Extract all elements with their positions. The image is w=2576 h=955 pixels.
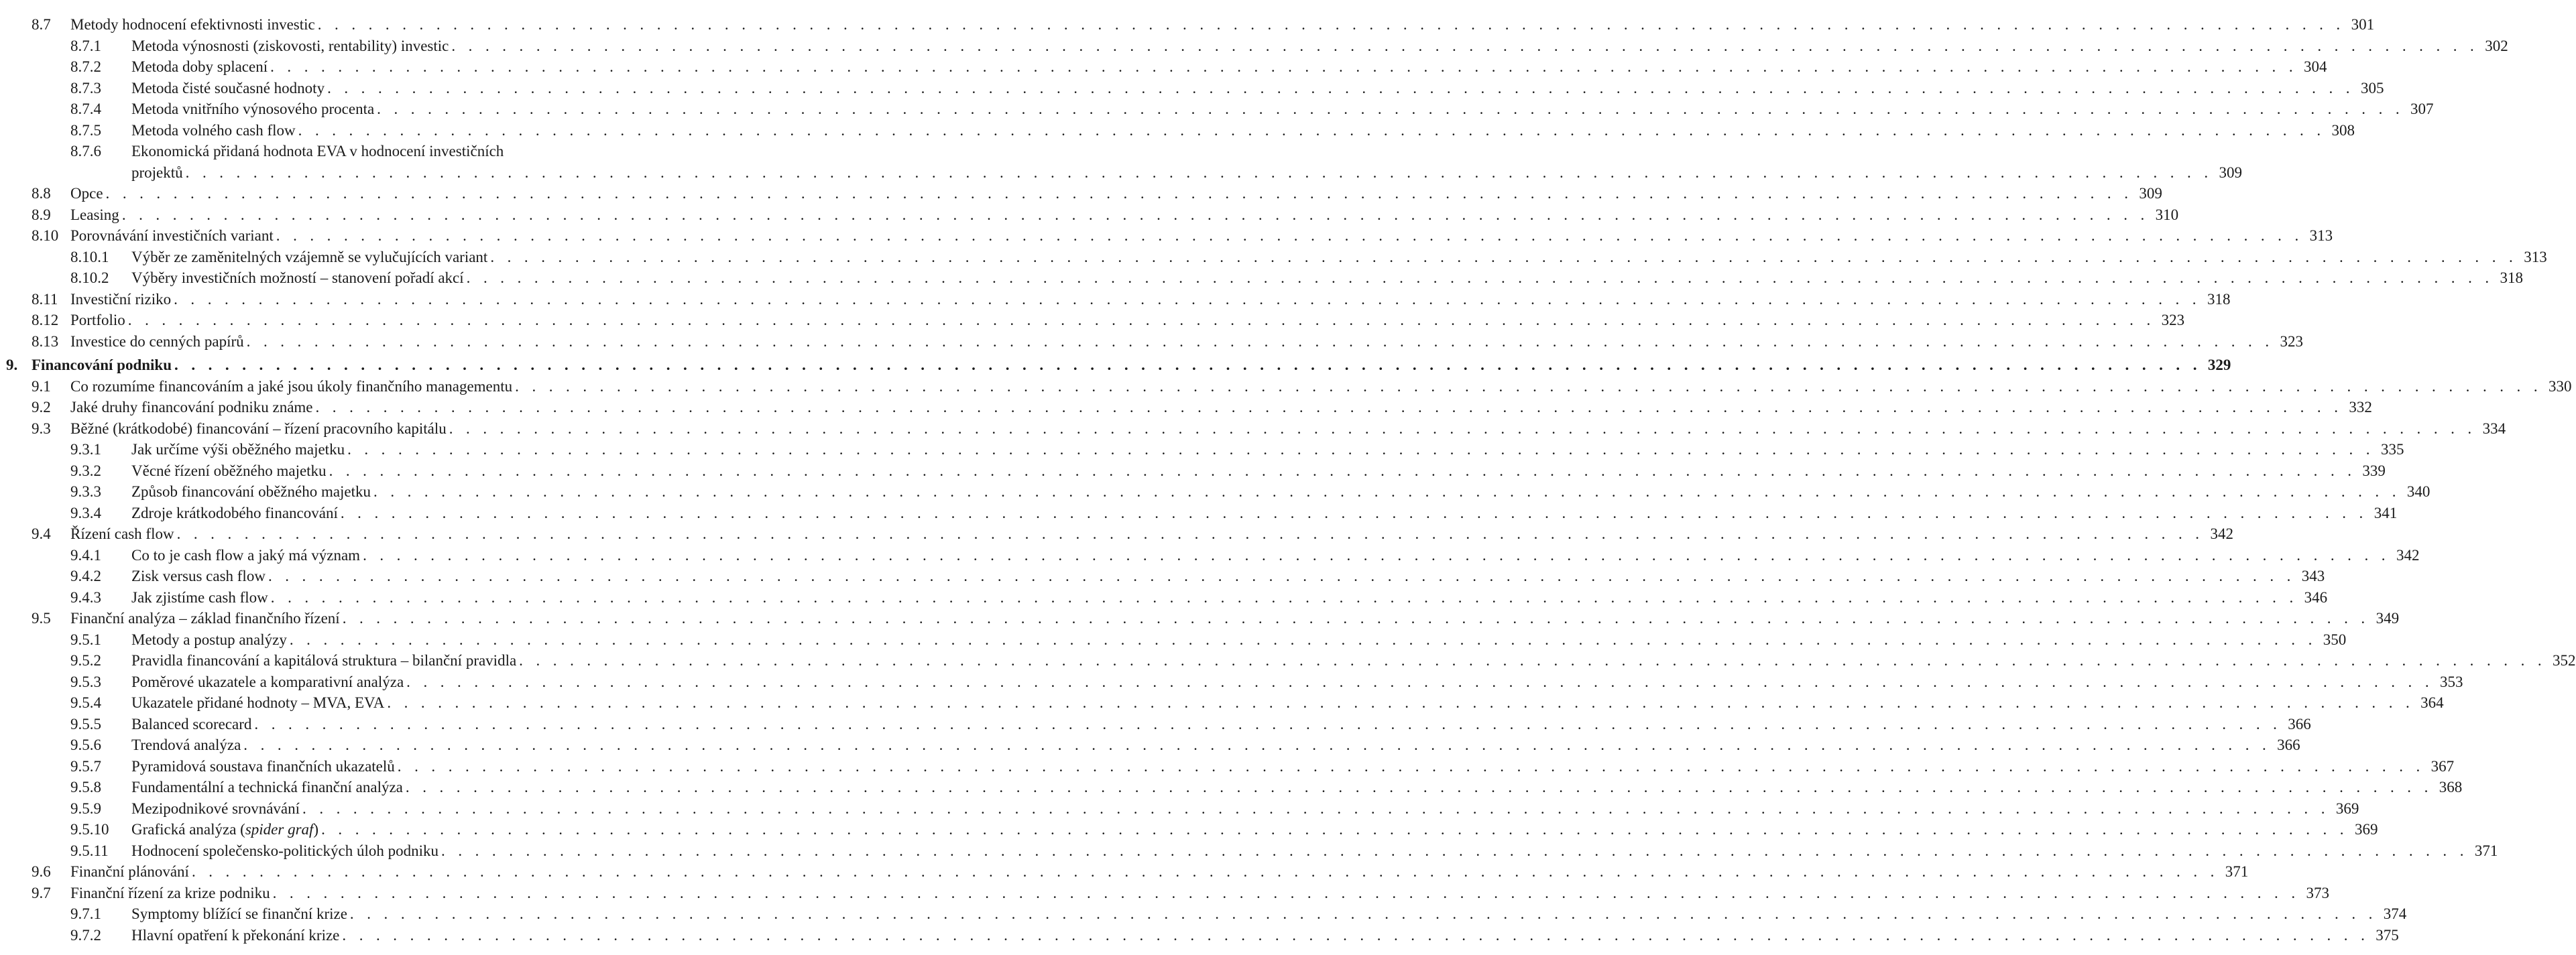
section-number: 9.5.3 — [70, 673, 101, 690]
page-number: 340 — [2406, 483, 2431, 500]
section-number: 9.3.3 — [70, 483, 101, 500]
section-title: Hlavní opatření k překonání krize — [131, 926, 340, 944]
toc-entry[interactable] — [0, 460, 2386, 482]
section-title: Způsob financování oběžného majetku — [131, 483, 371, 500]
section-number: 9.3 — [32, 420, 51, 437]
page-number: 335 — [2380, 441, 2404, 458]
page-number: 305 — [2360, 79, 2384, 97]
section-title-line1: Ekonomická přidaná hodnota EVA v hodnocení investičních — [131, 143, 504, 160]
toc-entry[interactable] — [0, 14, 2375, 36]
section-number: 8.8 — [32, 185, 51, 202]
toc-entry[interactable] — [0, 777, 2463, 798]
page-number: 318 — [2500, 269, 2524, 286]
dot-leader: . . . . . . . . . . . . . . . . . . . . . . . . . . . . . . . . . . . . . . . . . . . . . . . . . . . . . . . . . . . . . . . . . . . . . . . . . . . . . . . . . . . . . . . . . . . . . . . . . . . . . . . . . . . . . . . . . . . . . . . . — [174, 357, 2202, 373]
dot-leader: . . . . . . . . . . . . . . . . . . . . . . . . . . . . . . . . . . . . . . . . . . . . . . . . . . . . . . . . . . . . . . . . . . . . . . . . . . . . . . . . . . . . . . . . . . . . . . . . . . . . . . . . . . . . . . . . . . . . . . . . — [321, 821, 2349, 838]
section-number: 9.2 — [32, 399, 51, 416]
toc-entry[interactable] — [0, 503, 2398, 524]
page-number: 366 — [2277, 737, 2300, 753]
toc-entry[interactable] — [0, 840, 2498, 862]
toc-entry[interactable] — [0, 925, 2399, 946]
section-number: 9.5.9 — [70, 800, 101, 817]
section-number: 9.5 — [32, 610, 51, 627]
section-number: 9.5.11 — [70, 842, 109, 859]
section-title: Metoda volného cash flow — [131, 121, 296, 139]
page-number: 313 — [2309, 227, 2333, 244]
section-number: 9.1 — [32, 377, 51, 395]
page-number: 309 — [2219, 164, 2243, 181]
section-title: Řízení cash flow — [70, 525, 174, 542]
section-title: Investice do cenných papírů — [70, 332, 244, 350]
toc-entry[interactable] — [0, 756, 2455, 777]
dot-leader: . . . . . . . . . . . . . . . . . . . . . . . . . . . . . . . . . . . . . . . . . . . . . . . . . . . . . . . . . . . . . . . . . . . . . . . . . . . . . . . . . . . . . . . . . . . . . . . . . . . . . . . . . . . . . . . . . . . . . . . . — [185, 164, 2213, 181]
dot-leader: . . . . . . . . . . . . . . . . . . . . . . . . . . . . . . . . . . . . . . . . . . . . . . . . . . . . . . . . . . . . . . . . . . . . . . . . . . . . . . . . . . . . . . . . . . . . . . . . . . . . . . . . . . . . . . . . . . . . . . . . — [449, 420, 2477, 437]
toc-entry[interactable] — [0, 883, 2329, 904]
section-title: Výběr ze zaměnitelných vzájemně se vylučujících variant — [131, 248, 488, 265]
toc-entry[interactable] — [0, 481, 2431, 503]
section-number: 9. — [6, 357, 18, 373]
section-title: Porovnávání investičních variant — [70, 227, 274, 244]
dot-leader: . . . . . . . . . . . . . . . . . . . . . . . . . . . . . . . . . . . . . . . . . . . . . . . . . . . . . . . . . . . . . . . . . . . . . . . . . . . . . . . . . . . . . . . . . . . . . . . . . . . . . . . . . . . . . . . . . . . . . . . . — [342, 926, 2369, 944]
page-number: 341 — [2374, 504, 2398, 521]
dot-leader: . . . . . . . . . . . . . . . . . . . . . . . . . . . . . . . . . . . . . . . . . . . . . . . . . . . . . . . . . . . . . . . . . . . . . . . . . . . . . . . . . . . . . . . . . . . . . . . . . . . . . . . . . . . . . . . . . . . . . . . . — [243, 737, 2271, 753]
section-number: 9.5.6 — [70, 737, 101, 753]
page-number: 369 — [2335, 800, 2359, 817]
page-number: 368 — [2439, 779, 2463, 795]
section-title: Výběry investičních možností – stanovení pořadí akcí — [131, 269, 464, 286]
page-number: 309 — [2139, 185, 2162, 202]
dot-leader: . . . . . . . . . . . . . . . . . . . . . . . . . . . . . . . . . . . . . . . . . . . . . . . . . . . . . . . . . . . . . . . . . . . . . . . . . . . . . . . . . . . . . . . . . . . . . . . . . . . . . . . . . . . . . . . . . . . . . . . . — [268, 568, 2296, 584]
section-title: Leasing — [70, 206, 119, 223]
dot-leader: . . . . . . . . . . . . . . . . . . . . . . . . . . . . . . . . . . . . . . . . . . . . . . . . . . . . . . . . . . . . . . . . . . . . . . . . . . . . . . . . . . . . . . . . . . . . . . . . . . . . . . . . . . . . . . . . . . . . . . . . — [174, 290, 2201, 308]
page-number: 367 — [2431, 757, 2455, 775]
section-title: Finanční plánování — [70, 863, 189, 880]
dot-leader: . . . . . . . . . . . . . . . . . . . . . . . . . . . . . . . . . . . . . . . . . . . . . . . . . . . . . . . . . . . . . . . . . . . . . . . . . . . . . . . . . . . . . . . . . . . . . . . . . . . . . . . . . . . . . . . . . . . . . . . . — [176, 525, 2204, 542]
page-number: 342 — [2396, 546, 2420, 564]
page-number: 323 — [2161, 312, 2185, 328]
section-title: Finanční řízení za krize podniku — [70, 884, 270, 901]
toc-entry[interactable] — [0, 120, 2355, 141]
page-number: 353 — [2440, 673, 2463, 690]
page-number: 318 — [2207, 290, 2231, 308]
dot-leader: . . . . . . . . . . . . . . . . . . . . . . . . . . . . . . . . . . . . . . . . . . . . . . . . . . . . . . . . . . . . . . . . . . . . . . . . . . . . . . . . . . . . . . . . . . . . . . . . . . . . . . . . . . . . . . . . . . . . . . . . — [270, 58, 2298, 75]
page-number: 371 — [2225, 863, 2249, 880]
section-number: 9.4.1 — [70, 546, 101, 564]
toc-entry[interactable] — [0, 36, 2508, 57]
section-title: Jak zjistíme cash flow — [131, 588, 268, 606]
toc-entry[interactable] — [0, 692, 2444, 714]
section-number: 9.7.1 — [70, 905, 101, 922]
section-number: 8.12 — [32, 312, 59, 328]
toc-entry[interactable] — [0, 629, 2347, 651]
toc-entry[interactable] — [0, 566, 2325, 587]
section-title: Balanced scorecard — [131, 715, 252, 733]
page-number: 346 — [2304, 588, 2328, 606]
toc-entry[interactable] — [0, 289, 2231, 310]
section-number: 8.7.6 — [70, 143, 101, 160]
section-number: 9.7 — [32, 884, 51, 901]
toc-entry[interactable] — [0, 247, 2547, 268]
section-number: 9.5.7 — [70, 757, 101, 775]
toc-entry[interactable] — [0, 376, 2572, 397]
section-number: 8.7 — [32, 16, 51, 33]
page-number: 369 — [2354, 821, 2378, 838]
page-number: 313 — [2524, 248, 2547, 265]
page-number: 375 — [2376, 926, 2399, 944]
section-number: 8.13 — [32, 332, 59, 350]
page-number: 350 — [2323, 631, 2347, 648]
section-number: 9.5.5 — [70, 715, 101, 733]
page-number: 302 — [2485, 37, 2508, 54]
toc-entry[interactable] — [0, 99, 2434, 120]
page-number: 304 — [2303, 58, 2327, 75]
section-number: 9.5.8 — [70, 779, 101, 795]
dot-leader: . . . . . . . . . . . . . . . . . . . . . . . . . . . . . . . . . . . . . . . . . . . . . . . . . . . . . . . . . . . . . . . . . . . . . . . . . . . . . . . . . . . . . . . . . . . . . . . . . . . . . . . . . . . . . . . . . . . . . . . . — [347, 441, 2375, 458]
page-number: 366 — [2288, 715, 2311, 733]
section-number: 9.5.2 — [70, 652, 101, 669]
dot-leader: . . . . . . . . . . . . . . . . . . . . . . . . . . . . . . . . . . . . . . . . . . . . . . . . . . . . . . . . . . . . . . . . . . . . . . . . . . . . . . . . . . . . . . . . . . . . . . . . . . . . . . . . . . . . . . . . . . . . . . . . — [363, 546, 2390, 564]
dot-leader: . . . . . . . . . . . . . . . . . . . . . . . . . . . . . . . . . . . . . . . . . . . . . . . . . . . . . . . . . . . . . . . . . . . . . . . . . . . . . . . . . . . . . . . . . . . . . . . . . . . . . . . . . . . . . . . . . . . . . . . . — [377, 101, 2404, 117]
table-of-contents — [0, 14, 2576, 946]
section-number: 9.7.2 — [70, 926, 101, 944]
section-number: 8.7.4 — [70, 101, 101, 117]
toc-entry[interactable] — [0, 331, 2304, 353]
section-title: Co to je cash flow a jaký má význam — [131, 546, 361, 564]
section-number: 9.3.1 — [70, 441, 101, 458]
section-number: 8.7.3 — [70, 79, 101, 97]
toc-entry[interactable] — [0, 819, 2378, 840]
page-number: 343 — [2301, 568, 2325, 584]
dot-leader: . . . . . . . . . . . . . . . . . . . . . . . . . . . . . . . . . . . . . . . . . . . . . . . . . . . . . . . . . . . . . . . . . . . . . . . . . . . . . . . . . . . . . . . . . . . . . . . . . . . . . . . . . . . . . . . . . . . . . . . . — [317, 16, 2345, 33]
dot-leader: . . . . . . . . . . . . . . . . . . . . . . . . . . . . . . . . . . . . . . . . . . . . . . . . . . . . . . . . . . . . . . . . . . . . . . . . . . . . . . . . . . . . . . . . . . . . . . . . . . . . . . . . . . . . . . . . . . . . . . . . — [289, 631, 2317, 648]
dot-leader: . . . . . . . . . . . . . . . . . . . . . . . . . . . . . . . . . . . . . . . . . . . . . . . . . . . . . . . . . . . . . . . . . . . . . . . . . . . . . . . . . . . . . . . . . . . . . . . . . . . . . . . . . . . . . . . . . . . . . . . . — [387, 694, 2414, 711]
section-title: Jaké druhy financování podniku známe — [70, 399, 313, 416]
page-number: 308 — [2331, 121, 2355, 139]
dot-leader: . . . . . . . . . . . . . . . . . . . . . . . . . . . . . . . . . . . . . . . . . . . . . . . . . . . . . . . . . . . . . . . . . . . . . . . . . . . . . . . . . . . . . . . . . . . . . . . . . . . . . . . . . . . . . . . . . . . . . . . . — [315, 399, 2343, 416]
toc-entry[interactable] — [0, 225, 2333, 247]
section-number: 8.11 — [32, 290, 58, 308]
page-number: 373 — [2306, 884, 2329, 901]
section-title: Pravidla financování a kapitálová struktura – bilanční pravidla — [131, 652, 517, 669]
dot-leader: . . . . . . . . . . . . . . . . . . . . . . . . . . . . . . . . . . . . . . . . . . . . . . . . . . . . . . . . . . . . . . . . . . . . . . . . . . . . . . . . . . . . . . . . . . . . . . . . . . . . . . . . . . . . . . . . . . . . . . . . — [441, 842, 2469, 859]
section-title: Symptomy blížící se finanční krize — [131, 905, 347, 922]
section-title: Metody hodnocení efektivnosti investic — [70, 16, 315, 33]
page-number: 339 — [2362, 462, 2386, 479]
dot-leader: . . . . . . . . . . . . . . . . . . . . . . . . . . . . . . . . . . . . . . . . . . . . . . . . . . . . . . . . . . . . . . . . . . . . . . . . . . . . . . . . . . . . . . . . . . . . . . . . . . . . . . . . . . . . . . . . . . . . . . . . — [272, 884, 2300, 901]
dot-leader: . . . . . . . . . . . . . . . . . . . . . . . . . . . . . . . . . . . . . . . . . . . . . . . . . . . . . . . . . . . . . . . . . . . . . . . . . . . . . . . . . . . . . . . . . . . . . . . . . . . . . . . . . . . . . . . . . . . . . . . . — [246, 332, 2274, 350]
toc-entry[interactable] — [0, 587, 2328, 609]
page-number: 329 — [2207, 357, 2231, 373]
dot-leader: . . . . . . . . . . . . . . . . . . . . . . . . . . . . . . . . . . . . . . . . . . . . . . . . . . . . . . . . . . . . . . . . . . . . . . . . . . . . . . . . . . . . . . . . . . . . . . . . . . . . . . . . . . . . . . . . . . . . . . . . — [490, 248, 2518, 265]
toc-entry[interactable] — [0, 141, 2243, 183]
page-number: 364 — [2420, 694, 2444, 711]
dot-leader: . . . . . . . . . . . . . . . . . . . . . . . . . . . . . . . . . . . . . . . . . . . . . . . . . . . . . . . . . . . . . . . . . . . . . . . . . . . . . . . . . . . . . . . . . . . . . . . . . . . . . . . . . . . . . . . . . . . . . . . . — [276, 227, 2304, 244]
page-number: 332 — [2349, 399, 2372, 416]
section-number: 8.7.1 — [70, 37, 101, 54]
dot-leader: . . . . . . . . . . . . . . . . . . . . . . . . . . . . . . . . . . . . . . . . . . . . . . . . . . . . . . . . . . . . . . . . . . . . . . . . . . . . . . . . . . . . . . . . . . . . . . . . . . . . . . . . . . . . . . . . . . . . . . . . — [515, 377, 2542, 395]
section-number: 9.4.3 — [70, 588, 101, 606]
section-title: Pyramidová soustava finančních ukazatelů — [131, 757, 395, 775]
toc-entry[interactable] — [0, 355, 2231, 376]
section-number: 9.4.2 — [70, 568, 101, 584]
dot-leader: . . . . . . . . . . . . . . . . . . . . . . . . . . . . . . . . . . . . . . . . . . . . . . . . . . . . . . . . . . . . . . . . . . . . . . . . . . . . . . . . . . . . . . . . . . . . . . . . . . . . . . . . . . . . . . . . . . . . . . . . — [254, 715, 2282, 733]
toc-entry[interactable] — [0, 798, 2359, 820]
page-number: 342 — [2210, 525, 2233, 542]
dot-leader: . . . . . . . . . . . . . . . . . . . . . . . . . . . . . . . . . . . . . . . . . . . . . . . . . . . . . . . . . . . . . . . . . . . . . . . . . . . . . . . . . . . . . . . . . . . . . . . . . . . . . . . . . . . . . . . . . . . . . . . . — [105, 185, 2133, 202]
section-title: Opce — [70, 185, 103, 202]
dot-leader: . . . . . . . . . . . . . . . . . . . . . . . . . . . . . . . . . . . . . . . . . . . . . . . . . . . . . . . . . . . . . . . . . . . . . . . . . . . . . . . . . . . . . . . . . . . . . . . . . . . . . . . . . . . . . . . . . . . . . . . . — [349, 905, 2378, 922]
page-number: 334 — [2482, 420, 2506, 437]
section-title: Mezipodnikové srovnávání — [131, 800, 300, 817]
page-number: 307 — [2410, 101, 2434, 117]
toc-entry[interactable] — [0, 714, 2311, 735]
section-title: Metoda výnosnosti (ziskovosti, rentability) investic — [131, 37, 449, 54]
section-title: Finanční analýza – základ finančního řízení — [70, 610, 340, 627]
page-number: 371 — [2474, 842, 2498, 859]
section-number: 9.3.4 — [70, 504, 101, 521]
section-number: 8.10.2 — [70, 269, 109, 286]
section-number: 9.6 — [32, 863, 51, 880]
dot-leader: . . . . . . . . . . . . . . . . . . . . . . . . . . . . . . . . . . . . . . . . . . . . . . . . . . . . . . . . . . . . . . . . . . . . . . . . . . . . . . . . . . . . . . . . . . . . . . . . . . . . . . . . . . . . . . . . . . . . . . . . — [466, 269, 2494, 286]
toc-entry[interactable] — [0, 861, 2249, 883]
dot-leader: . . . . . . . . . . . . . . . . . . . . . . . . . . . . . . . . . . . . . . . . . . . . . . . . . . . . . . . . . . . . . . . . . . . . . . . . . . . . . . . . . . . . . . . . . . . . . . . . . . . . . . . . . . . . . . . . . . . . . . . . — [127, 312, 2156, 328]
toc-entry[interactable] — [0, 183, 2162, 204]
toc-entry[interactable] — [0, 204, 2179, 226]
section-number: 9.4 — [32, 525, 51, 542]
section-number: 8.10.1 — [70, 248, 109, 265]
section-number: 8.9 — [32, 206, 51, 223]
section-title: Ukazatele přidané hodnoty – MVA, EVA — [131, 694, 385, 711]
toc-entry[interactable] — [0, 735, 2300, 756]
toc-entry[interactable] — [0, 903, 2407, 925]
dot-leader: . . . . . . . . . . . . . . . . . . . . . . . . . . . . . . . . . . . . . . . . . . . . . . . . . . . . . . . . . . . . . . . . . . . . . . . . . . . . . . . . . . . . . . . . . . . . . . . . . . . . . . . . . . . . . . . . . . . . . . . . — [397, 757, 2425, 775]
toc-entry[interactable] — [0, 418, 2506, 440]
toc-entry[interactable] — [0, 523, 2233, 545]
section-title: Jak určíme výši oběžného majetku — [131, 441, 345, 458]
section-title: Grafická analýza (spider graf) — [131, 821, 319, 838]
page-number: 352 — [2553, 652, 2576, 669]
toc-entry[interactable] — [0, 608, 2400, 629]
dot-leader: . . . . . . . . . . . . . . . . . . . . . . . . . . . . . . . . . . . . . . . . . . . . . . . . . . . . . . . . . . . . . . . . . . . . . . . . . . . . . . . . . . . . . . . . . . . . . . . . . . . . . . . . . . . . . . . . . . . . . . . . — [406, 673, 2434, 690]
dot-leader: . . . . . . . . . . . . . . . . . . . . . . . . . . . . . . . . . . . . . . . . . . . . . . . . . . . . . . . . . . . . . . . . . . . . . . . . . . . . . . . . . . . . . . . . . . . . . . . . . . . . . . . . . . . . . . . . . . . . . . . . — [270, 588, 2298, 606]
dot-leader: . . . . . . . . . . . . . . . . . . . . . . . . . . . . . . . . . . . . . . . . . . . . . . . . . . . . . . . . . . . . . . . . . . . . . . . . . . . . . . . . . . . . . . . . . . . . . . . . . . . . . . . . . . . . . . . . . . . . . . . . — [342, 610, 2370, 627]
toc-entry[interactable] — [0, 56, 2327, 78]
dot-leader: . . . . . . . . . . . . . . . . . . . . . . . . . . . . . . . . . . . . . . . . . . . . . . . . . . . . . . . . . . . . . . . . . . . . . . . . . . . . . . . . . . . . . . . . . . . . . . . . . . . . . . . . . . . . . . . . . . . . . . . . — [329, 462, 2356, 479]
section-number: 8.7.5 — [70, 121, 101, 139]
toc-entry[interactable] — [0, 439, 2404, 460]
toc-entry[interactable] — [0, 78, 2384, 99]
section-title: Poměrové ukazatele a komparativní analýza — [131, 673, 404, 690]
section-title: Zdroje krátkodobého financování — [131, 504, 338, 521]
dot-leader: . . . . . . . . . . . . . . . . . . . . . . . . . . . . . . . . . . . . . . . . . . . . . . . . . . . . . . . . . . . . . . . . . . . . . . . . . . . . . . . . . . . . . . . . . . . . . . . . . . . . . . . . . . . . . . . . . . . . . . . . — [451, 37, 2479, 54]
section-title: Investiční riziko — [70, 290, 172, 308]
section-number: 9.5.1 — [70, 631, 101, 648]
section-title: Financování podniku — [32, 357, 172, 373]
section-title: Metoda čisté současné hodnoty — [131, 79, 325, 97]
dot-leader: . . . . . . . . . . . . . . . . . . . . . . . . . . . . . . . . . . . . . . . . . . . . . . . . . . . . . . . . . . . . . . . . . . . . . . . . . . . . . . . . . . . . . . . . . . . . . . . . . . . . . . . . . . . . . . . . . . . . . . . . — [405, 779, 2433, 795]
dot-leader: . . . . . . . . . . . . . . . . . . . . . . . . . . . . . . . . . . . . . . . . . . . . . . . . . . . . . . . . . . . . . . . . . . . . . . . . . . . . . . . . . . . . . . . . . . . . . . . . . . . . . . . . . . . . . . . . . . . . . . . . — [298, 121, 2325, 139]
section-title: Co rozumíme financováním a jaké jsou úkoly finančního managementu — [70, 377, 513, 395]
section-title: Běžné (krátkodobé) financování – řízení pracovního kapitálu — [70, 420, 447, 437]
section-title: Metody a postup analýzy — [131, 631, 287, 648]
page-number: 310 — [2155, 206, 2179, 223]
section-number: 8.10 — [32, 227, 59, 244]
section-title: Metoda vnitřního výnosového procenta — [131, 101, 375, 117]
dot-leader: . . . . . . . . . . . . . . . . . . . . . . . . . . . . . . . . . . . . . . . . . . . . . . . . . . . . . . . . . . . . . . . . . . . . . . . . . . . . . . . . . . . . . . . . . . . . . . . . . . . . . . . . . . . . . . . . . . . . . . . . — [373, 483, 2401, 500]
section-title: Portfolio — [70, 312, 125, 328]
dot-leader: . . . . . . . . . . . . . . . . . . . . . . . . . . . . . . . . . . . . . . . . . . . . . . . . . . . . . . . . . . . . . . . . . . . . . . . . . . . . . . . . . . . . . . . . . . . . . . . . . . . . . . . . . . . . . . . . . . . . . . . . — [302, 800, 2330, 817]
section-number: 9.5.10 — [70, 821, 109, 838]
dot-leader: . . . . . . . . . . . . . . . . . . . . . . . . . . . . . . . . . . . . . . . . . . . . . . . . . . . . . . . . . . . . . . . . . . . . . . . . . . . . . . . . . . . . . . . . . . . . . . . . . . . . . . . . . . . . . . . . . . . . . . . . — [519, 652, 2546, 669]
section-title: projektů — [131, 164, 183, 181]
section-number: 8.7.2 — [70, 58, 101, 75]
dot-leader: . . . . . . . . . . . . . . . . . . . . . . . . . . . . . . . . . . . . . . . . . . . . . . . . . . . . . . . . . . . . . . . . . . . . . . . . . . . . . . . . . . . . . . . . . . . . . . . . . . . . . . . . . . . . . . . . . . . . . . . . — [327, 79, 2355, 97]
section-number: 9.5.4 — [70, 694, 101, 711]
toc-entry[interactable] — [0, 545, 2420, 566]
toc-entry[interactable] — [0, 672, 2463, 693]
section-number: 9.3.2 — [70, 462, 101, 479]
toc-entry[interactable] — [0, 310, 2185, 331]
page-number: 374 — [2383, 905, 2407, 922]
dot-leader: . . . . . . . . . . . . . . . . . . . . . . . . . . . . . . . . . . . . . . . . . . . . . . . . . . . . . . . . . . . . . . . . . . . . . . . . . . . . . . . . . . . . . . . . . . . . . . . . . . . . . . . . . . . . . . . . . . . . . . . . — [340, 504, 2368, 521]
page-number: 301 — [2351, 16, 2375, 33]
toc-entry[interactable] — [0, 397, 2372, 418]
section-title: Metoda doby splacení — [131, 58, 268, 75]
toc-entry[interactable] — [0, 267, 2524, 289]
section-title: Trendová analýza — [131, 737, 241, 753]
dot-leader: . . . . . . . . . . . . . . . . . . . . . . . . . . . . . . . . . . . . . . . . . . . . . . . . . . . . . . . . . . . . . . . . . . . . . . . . . . . . . . . . . . . . . . . . . . . . . . . . . . . . . . . . . . . . . . . . . . . . . . . . — [191, 863, 2219, 880]
section-title: Zisk versus cash flow — [131, 568, 266, 584]
page-number: 349 — [2376, 610, 2400, 627]
toc-entry[interactable] — [0, 650, 2576, 672]
page-number: 330 — [2549, 377, 2572, 395]
section-title: Fundamentální a technická finanční analýza — [131, 779, 403, 795]
section-title: Hodnocení společensko-politických úloh podniku — [131, 842, 439, 859]
page-number: 323 — [2280, 332, 2304, 350]
section-title: Věcné řízení oběžného majetku — [131, 462, 327, 479]
dot-leader: . . . . . . . . . . . . . . . . . . . . . . . . . . . . . . . . . . . . . . . . . . . . . . . . . . . . . . . . . . . . . . . . . . . . . . . . . . . . . . . . . . . . . . . . . . . . . . . . . . . . . . . . . . . . . . . . . . . . . . . . — [121, 206, 2150, 223]
